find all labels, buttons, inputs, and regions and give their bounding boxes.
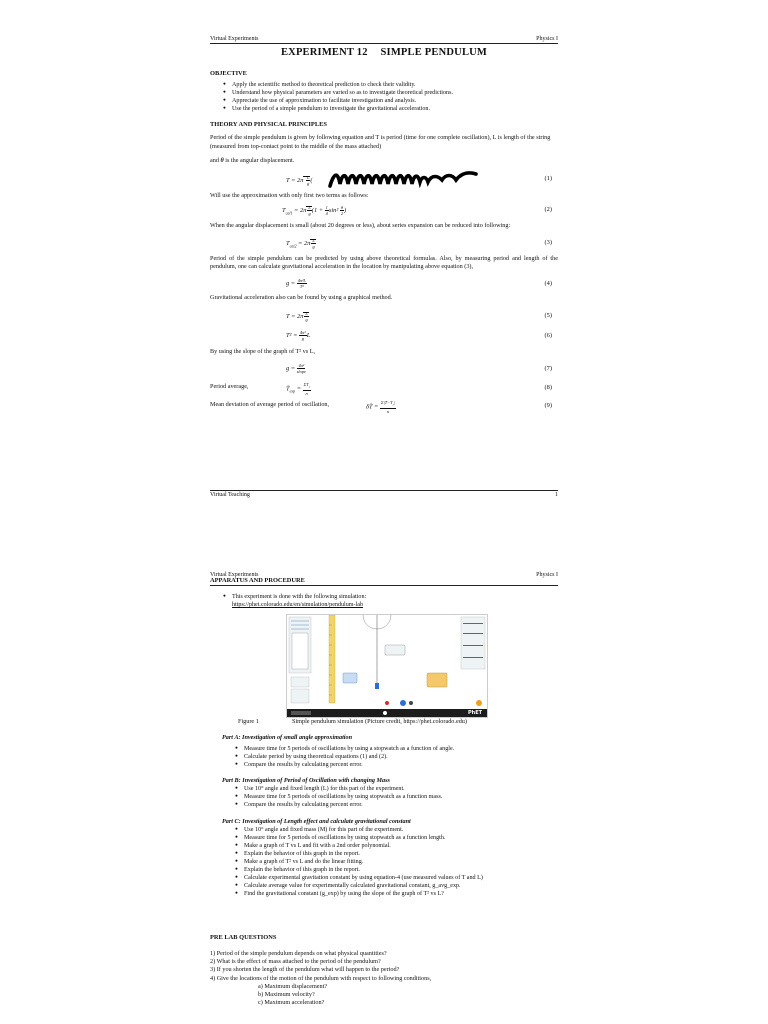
simulation-screenshot bbox=[286, 614, 488, 718]
equation-3-body: $T_{cal2} = 2\pi$ $\frac{L}{g}$ bbox=[286, 237, 315, 249]
equation-9 bbox=[210, 399, 558, 415]
part-a-list bbox=[222, 745, 558, 769]
scribble-mark bbox=[326, 170, 486, 192]
prelab-question-list bbox=[210, 950, 558, 1007]
part-b-list bbox=[222, 785, 558, 809]
list-item: ● Measure time for 5 periods of oscillations by using a stopwatch as a function of angle. bbox=[244, 745, 558, 753]
procedure-section bbox=[222, 734, 558, 898]
list-item: ● Measure time for 5 periods of oscillations by using stopwatch as a function mass. bbox=[244, 793, 558, 801]
part-a-title: Part A: Investigation of small angle approximation bbox=[222, 734, 353, 741]
simulation-link[interactable]: https://phet.colorado.edu/en/simulation/pendulum-lab bbox=[232, 602, 363, 609]
apparatus-list bbox=[210, 593, 558, 609]
list-item: ● Explain the behavior of this graph in the report. bbox=[244, 866, 558, 874]
apparatus-heading: APPARATUS AND PROCEDURE bbox=[210, 577, 558, 586]
equation-number: (5) bbox=[544, 312, 552, 320]
theory-paragraph-theta bbox=[210, 157, 558, 166]
figure-label: Figure 1 bbox=[238, 718, 259, 725]
theta-symbol: θ bbox=[220, 157, 224, 165]
equation-1-body: T = 2π $\frac{L}{g}$ ( bbox=[286, 174, 313, 186]
theta-text-rest: is the angular displacement. bbox=[225, 157, 295, 165]
period-average-label: Period average, bbox=[210, 382, 249, 390]
theory-paragraph: Period of the simple pendulum is given by following equation and T is period (time for one complete oscillation), L is length of the string (measured from top-contact point to the middle of the mass attached) bbox=[210, 134, 551, 150]
list-item bbox=[232, 593, 558, 609]
list-item: 4) Give the locations of the motion of the pendulum with respect to following conditions, bbox=[210, 974, 432, 982]
equation-number: (4) bbox=[544, 279, 552, 287]
equation-number: (6) bbox=[544, 332, 552, 340]
mean-deviation-label: Mean deviation of average period of oscillation, bbox=[210, 400, 330, 408]
part-c-title: Part C: Investigation of Length effect and calculate gravitational constant bbox=[222, 817, 411, 825]
equation-2-body: $T_{cal1} = 2\pi$ $\frac{L}{g}$ (1 + $\frac{1}{4}$ sin² $\frac{\theta}{2}$ ) bbox=[282, 205, 347, 217]
part-c-list bbox=[222, 826, 558, 899]
theory-heading: THEORY AND PHYSICAL PRINCIPLES bbox=[210, 121, 327, 129]
equation-5 bbox=[210, 308, 558, 326]
header-right: Physics I bbox=[536, 572, 558, 578]
list-item: ● Make a graph of T vs L and fit with a 2nd order polynomial. bbox=[244, 842, 558, 850]
equation-number: (9) bbox=[544, 401, 552, 409]
list-item: ● Explain the behavior of this graph in the report. bbox=[244, 850, 558, 858]
equation-7-body: g = $\frac{\text{4π²}}{\text{slope}}$ bbox=[286, 362, 306, 374]
list-item: ● Compare the results by calculating percent error. bbox=[244, 761, 558, 769]
figure-caption: Simple pendulum simulation (Picture credit, https://phet.colorado.edu) bbox=[292, 718, 467, 725]
equation-3 bbox=[210, 235, 558, 251]
equation-number: (7) bbox=[544, 364, 552, 372]
list-item: a) Maximum displacement? bbox=[258, 982, 328, 990]
list-item: ● Calculate experimental gravitation constant by using equation-4 (use measured values of T and L) bbox=[244, 874, 558, 882]
list-item: ● Calculate average value for experimentally calculated gravitational constant, g_avg_exp. bbox=[244, 882, 558, 890]
title-experiment-name: SIMPLE PENDULUM bbox=[380, 47, 488, 58]
list-item: ● Use the period of a simple pendulum to investigate the gravitational acceleration. bbox=[232, 105, 558, 113]
list-item: ● Use 10° angle and fixed mass (M) for this part of the experiment. bbox=[244, 826, 558, 834]
list-item: ● Use 10° angle and fixed length (L) for this part of the experiment. bbox=[244, 785, 558, 793]
equation-5-body: T = 2π $\frac{L}{g}$ bbox=[286, 311, 308, 323]
equation-4-body: g = $\frac{\text{4π²L}}{\text{T²}}$ bbox=[286, 277, 306, 289]
simulation-drawing bbox=[287, 615, 487, 717]
apparatus-text: This experiment is done with the following simulation: bbox=[232, 594, 367, 600]
list-item: ● Find the gravitational constant (g_exp) by using the slope of the graph of T² vs L? bbox=[244, 890, 558, 898]
small-angle-text: When the angular displacement is small (about 20 degrees or less), about series expansion can be reduced into following: bbox=[210, 222, 511, 230]
list-item: 1) Period of the simple pendulum depends on what physical quantities? bbox=[210, 950, 387, 957]
part-b-title: Part B: Investigation of Period of Oscillation with changing Mass bbox=[222, 777, 390, 785]
list-item: ● Appreciate the use of approximation to facilitate investigation and analysis. bbox=[232, 97, 558, 105]
list-item: ● Calculate period by using theoretical equations (1) and (2). bbox=[244, 753, 558, 761]
equation-9-body: δT̄ = $\frac{\Sigma|T̄-T_i|}{n}$ bbox=[366, 399, 395, 414]
predict-text: Period of the simple pendulum can be predicted by using above theoretical formulas. Also, by measuring period and length of the pendulum, one can calculate gravitational acceleration in the location by manipulating above equation (3), bbox=[210, 254, 558, 271]
theta-text-and: and bbox=[210, 157, 219, 165]
equation-6 bbox=[210, 328, 558, 346]
equation-number: (2) bbox=[544, 206, 552, 214]
equation-number: (1) bbox=[544, 174, 552, 182]
list-item: b) Maximum velocity? bbox=[258, 991, 315, 999]
list-item: ● Understand how physical parameters are varied so as to investigate theoretical predictions. bbox=[232, 89, 558, 97]
graph-text: Gravitational acceleration also can be found by using a graphical method. bbox=[210, 293, 393, 301]
title-experiment-number: EXPERIMENT 12 bbox=[280, 47, 368, 58]
page-title bbox=[210, 47, 558, 58]
list-item: c) Maximum acceleration? bbox=[258, 999, 325, 1007]
list-item: ● Apply the scientific method to theoretical prediction to check their validity. bbox=[232, 81, 558, 89]
objective-list bbox=[210, 81, 558, 113]
list-item: 3) If you shorten the length of the pendulum what will happen to the period? bbox=[210, 966, 400, 974]
page-1 bbox=[210, 36, 558, 506]
equation-4 bbox=[210, 276, 558, 292]
page-number: 1 bbox=[555, 492, 558, 498]
equation-6-body: T² = $\frac{\text{4π²}}{g}$ L bbox=[286, 330, 311, 342]
phet-logo: PhET bbox=[467, 710, 483, 716]
header-left: Virtual Experiments bbox=[210, 572, 259, 578]
header-left: Virtual Experiments bbox=[210, 36, 259, 42]
slope-text: By using the slope of the graph of T² vs L, bbox=[210, 348, 316, 356]
equation-8 bbox=[210, 381, 558, 397]
equation-number: (8) bbox=[544, 383, 552, 391]
footer-left: Virtual Teaching bbox=[210, 492, 250, 498]
header-right: Physics I bbox=[536, 36, 558, 42]
page-header bbox=[210, 36, 558, 44]
list-item: ● Measure time for 5 periods of oscillations by using stopwatch as a function length. bbox=[244, 834, 558, 842]
page-footer bbox=[210, 490, 558, 498]
prelab-heading: PRE LAB QUESTIONS bbox=[210, 934, 277, 941]
equation-7 bbox=[210, 361, 558, 379]
page-2 bbox=[210, 572, 558, 1022]
approx-text: Will use the approximation with only first two terms as follows: bbox=[210, 191, 369, 199]
list-item: 2) What is the effect of mass attached to the period of the pendulum? bbox=[210, 958, 381, 966]
list-item: ● Make a graph of T² vs L and do the linear fitting. bbox=[244, 858, 558, 866]
list-item: ● Compare the results by calculating percent error. bbox=[244, 801, 558, 809]
equation-8-body: $T̄_{exp}$ = $\frac{\Sigma T_i}{n}$ bbox=[286, 381, 310, 396]
equation-1 bbox=[210, 172, 558, 190]
objective-heading: OBJECTIVE bbox=[210, 70, 247, 77]
equation-number: (3) bbox=[544, 238, 552, 246]
equation-2 bbox=[210, 202, 558, 218]
